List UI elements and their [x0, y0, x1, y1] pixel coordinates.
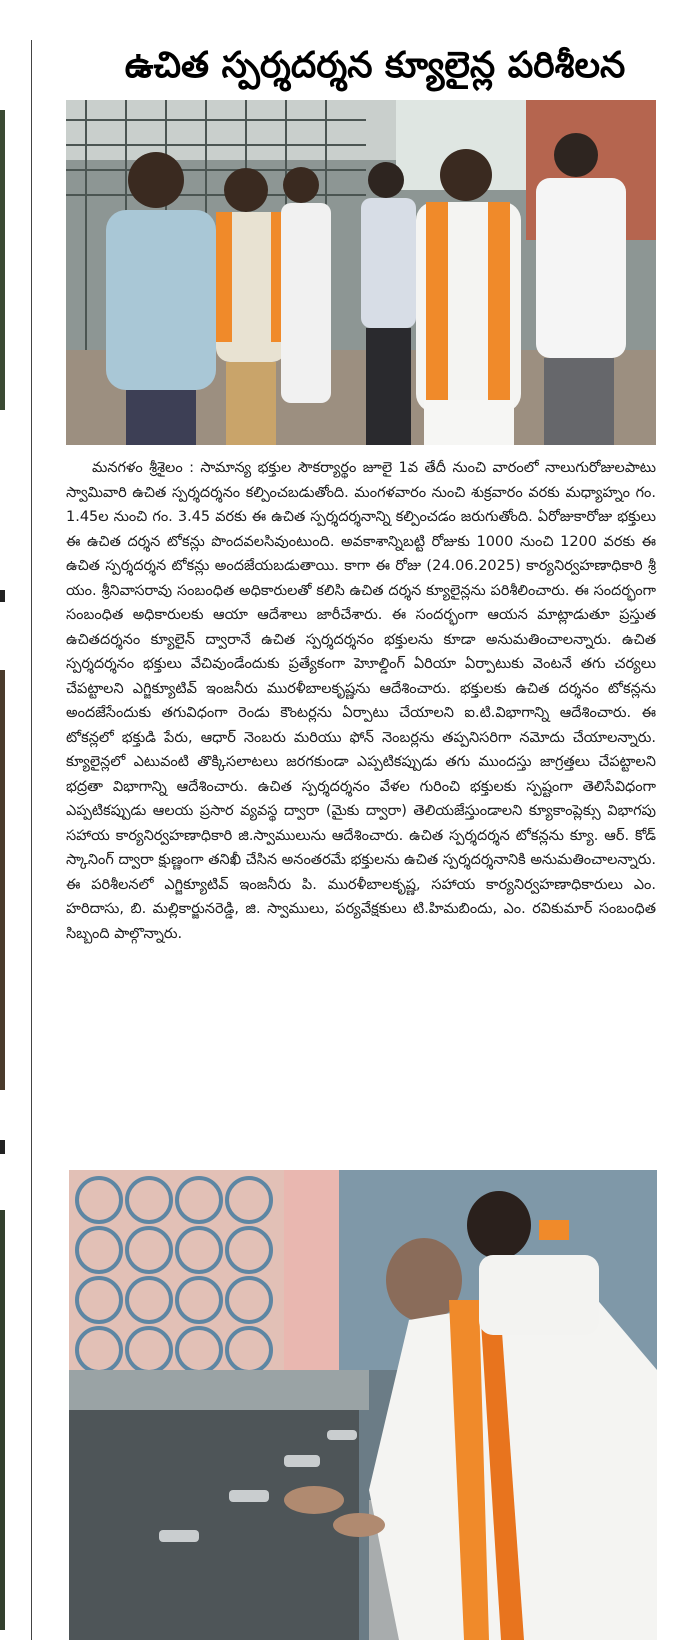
column-divider — [31, 40, 32, 1640]
photo-official-washing-hands — [69, 1170, 657, 1640]
photo-officials-inspecting-queue — [66, 100, 656, 445]
article-headline: ఉచిత స్పర్శదర్శన క్యూలైన్ల పరిశీలన — [124, 45, 626, 87]
article-body: మనగళం శ్రీశైలం : సామాన్య భక్తుల సౌకర్యార్థం జూలై 1వ తేదీ నుంచి వారంలో నాలుగురోజులపాటు స్వామివారి ఉచిత స్పర్శదర్శనం కల్పించబడుతోంది. మంగళవారం నుంచి శుక్రవారం వరకు మధ్యాహ్నం గం. 1.45ల నుంచి గం. 3.45 వరకు ఈ ఉచిత స్పర్శదర్శనాన్ని కల్పించడం జరుగుతోంది. ఏరోజుకారోజు భక్తులు ఈ ఉచిత దర్శన టోకన్లు పొందవలసివుంటుంది. అవకాశాన్నిబట్టి రోజుకు 1000 నుంచి 1200 వరకు ఈ ఉచిత స్పర్శదర్శన టోకన్లు అందజేయబడుతాయి. కాగా ఈ రోజు (24.06.2025) కార్యనిర్వహణాధికారి శ్రీ యం. శ్రీనివాసరావు సంబంధిత అధికారులతో కలిసి ఉచిత దర్శన క్యూలైన్లను పరిశీలించారు. ఈ సందర్భంగా సంబంధిత అధికారులకు ఆయా ఆదేశాలు జారీచేశారు. ఈ సందర్భంగా ఆయన మాట్లాడుతూ ప్రస్తుత ఉచితదర్శనం క్యూలైన్ ద్వారానే ఉచిత స్పర్శదర్శనం భక్తులను కూడా అనుమతించాలన్నారు. ఉచిత స్పర్శదర్శనం భక్తులు వేచివుండేందుకు ప్రత్యేకంగా హెూల్డింగ్ ఏరియా ఏర్పాటుకు వెంటనే తగు చర్యలు చేపట్టాలని ఎగ్జిక్యూటివ్ ఇంజనీరు మురళీబాలకృష్ణను ఆదేశించారు. భక్తులకు ఉచిత దర్శనం టోకన్లను అందజేసేందుకు తగువిధంగా రెండు కౌంటర్లను ఏర్పాటు చేయాలని ఐ.టి.విభాగాన్ని ఆదేశించారు. ఈ టోకన్లలో భక్తుడి పేరు, ఆధార్ నెంబరు మరియు ఫోన్ నెంబర్లను తప్పనిసరిగా నమోదు చేయాలన్నారు. క్యూలైన్లలో ఎటువంటి తొక్కిసలాటలు జరగకుండా ఎప్పటికప్పుడు తగు ముందస్తు జాగ్రత్తలు చేపట్టాలని భద్రతా విభాగాన్ని ఆదేశించారు. ఉచిత స్పర్శదర్శనం వేళల గురించి భక్తులకు స్పష్టంగా తెలిసేవిధంగా ఎప్పటికప్పుడు ఆలయ ప్రసార వ్యవస్థ ద్వారా (మైకు ద్వారా) తెలియజేస్తుండాలని క్యూకాంప్లెక్సు విభాగపు సహాయ కార్యనిర్వహణాధికారి జి.స్వాములును ఆదేశించారు. ఉచిత స్పర్శదర్శన టోకన్లను క్యూ. ఆర్. కోడ్ స్కానింగ్ ద్వారా క్షుణ్ణంగా తనిఖీ చేసిన అనంతరమే భక్తులను ఉచిత స్పర్శదర్శనానికి అనుమతించాలన్నారు. ఈ పరిశీలనలో ఎగ్జిక్యూటివ్ ఇంజనీరు పి. మురళీబాలకృష్ణ, సహాయ కార్యనిర్వహణాధికారులు ఎం. హరిదాసు, బి. మల్లికార్జునరెడ్డి, జి. స్వాములు, పర్యవేక్షకులు టి.హిమబిందు, ఎం. రవికుమార్ సంబంధిత సిబ్బంది పాల్గొన్నారు. — [66, 460, 657, 942]
adjacent-column-edge — [0, 110, 6, 1630]
